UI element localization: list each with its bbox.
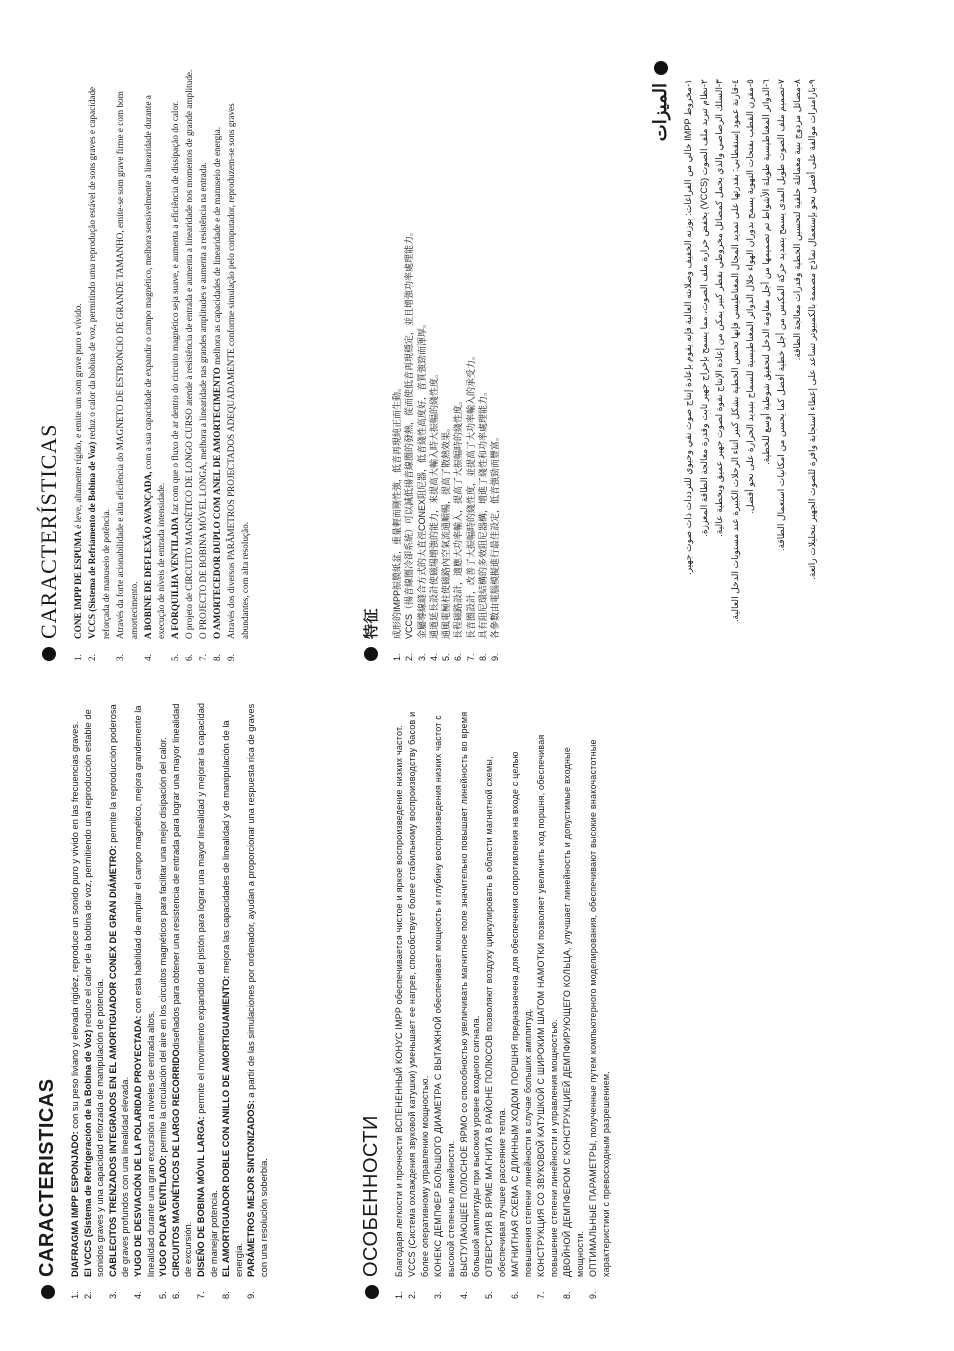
item-text: 金屬導線縫合方式的大直徑CONEX阻尼器，低音綫性高度好，音質強勁而渾厚。 <box>416 318 427 639</box>
item-number: 4. <box>132 1291 143 1299</box>
feature-item <box>132 699 157 1299</box>
item-number: 9. <box>225 654 236 661</box>
item-body: con su peso liviano y elevada rigidez, reproduce un sonido puro y vívido en las frecuencias graves. <box>70 721 80 1132</box>
item-number: ٢- <box>698 79 709 87</box>
feature-item <box>403 61 415 661</box>
feature-item <box>458 699 484 1299</box>
feature-item <box>681 61 697 661</box>
item-body: melhora as capacidades de linearidade e de manuseio de energia. <box>212 126 223 368</box>
feature-item <box>712 61 728 661</box>
item-text: 長程磁路設計，適應大功率輸入，提高了大振幅時的綫性度。 <box>453 395 464 639</box>
item-number: 5. <box>441 653 452 661</box>
item-body: con esta habilidad de ampliar el campo magnético, mejora grandemente la linealidad durante una gran excursión a niveles de entrada altos. <box>132 705 156 1277</box>
arabic-section <box>650 61 950 661</box>
feature-item <box>489 61 501 661</box>
feature-item <box>169 61 183 661</box>
item-text: تصميم ملف الصوت طويل المدى يسمح بتمديد حركة المكبس من أجل خطية أفضل كما يحسن من امكانيات استعمال الطاقة. <box>776 87 786 552</box>
item-bold: El VCCS (Sistema de Refrigeración de la Bobina de Voz) <box>82 1029 93 1277</box>
item-number: ٤- <box>729 79 740 87</box>
item-text <box>107 699 132 1277</box>
item-body: O PROJECTO DE BOBINA MÓVEL LONGA, melhora a linearidade nas grandes amplitudes e aumenta a resistência na entrada. <box>198 162 209 639</box>
russian-heading <box>360 699 383 1299</box>
item-number: 4. <box>428 653 439 661</box>
feature-item <box>114 61 142 661</box>
item-text: مخروط IMPP خالي من الفراغات: بوزنه الخفيف وصلابته العالية فإنه يقوم بإعادة إنتاج صوت نقي وحيوي للترددات ذات صوت جهير. <box>683 87 693 575</box>
item-text <box>132 699 157 1277</box>
item-number: 1. <box>70 1291 80 1299</box>
feature-item <box>197 61 211 661</box>
item-number: 2. <box>82 1291 93 1299</box>
item-number: ١- <box>683 79 693 87</box>
feature-item <box>509 699 535 1299</box>
portuguese-heading <box>36 61 62 661</box>
feature-item <box>440 61 452 661</box>
feature-item <box>728 61 744 661</box>
item-number: 8. <box>212 654 223 661</box>
feature-item <box>142 61 170 661</box>
item-body: Através da forte acionabilidade e alta eficiência do MAGNETO DE ESTRONCIO DE GRANDE TAMANHO, emite-se som grave firme e com bom amortecimento. <box>114 91 139 639</box>
feature-item <box>774 61 790 661</box>
item-number: 8. <box>221 1291 232 1299</box>
item-bold: PARÁMETROS MEJOR SINTONIZADOS: <box>246 1100 257 1277</box>
item-number: 8. <box>561 1291 572 1299</box>
item-bold: A FORQUILHA VENTILADA <box>170 517 181 639</box>
item-text: ОТВЕРСТИЯ В ЯРМЕ МАГНИТА В РАЙОНЕ ПОЛЮСОВ позволяют воздуху циркулировать в области магнитной схемы, обеспечивая лучшее рассеяние тепла. <box>484 756 508 1277</box>
bullet-icon <box>42 647 56 661</box>
item-bold: DIAFRAGMA IMPP ESPONJADO: <box>70 1131 80 1277</box>
item-text <box>197 61 211 639</box>
feature-item <box>69 699 82 1299</box>
item-text: 各參數由電腦模擬進行最佳設定，低音強勁而豐富。 <box>490 431 501 639</box>
item-number: ٩- <box>807 79 817 87</box>
item-number: 1. <box>392 653 402 661</box>
item-body: faz com que o fluxo de ar dentro do circuito magnético seja suave, e aumenta a eficiência de dissipação do calor. <box>170 101 181 518</box>
item-number: 7. <box>535 1291 546 1299</box>
item-number: 7. <box>465 653 476 661</box>
feature-item <box>72 61 86 661</box>
item-number: ٣- <box>714 79 724 87</box>
item-number: 5. <box>484 1291 495 1299</box>
item-number: 8. <box>478 653 489 661</box>
section-title: CARACTERISTICAS <box>36 1078 58 1277</box>
item-number: 7. <box>198 654 209 661</box>
item-number: 3. <box>114 654 125 661</box>
feature-item <box>432 699 458 1299</box>
item-bold: YUGO DE DESVIACIÓN DE LA POLARIDAD PROYECTADA: <box>132 1015 143 1277</box>
item-number: 2. <box>86 654 97 661</box>
feature-item <box>183 61 197 661</box>
bullet-icon <box>365 1285 379 1299</box>
item-number: 3. <box>107 1291 118 1299</box>
bullet-icon <box>654 61 668 75</box>
item-number: ٥- <box>745 79 755 87</box>
item-text: КОНЕКС ДЕМПФЕР БОЛЬШОГО ДИАМЕТРА С ВЫТАЖНОЙ обеспечивает мощность и глубину воспроизведения низких частот с высокой степенью линейности. <box>432 715 456 1277</box>
item-text: 具有阻尼環結構的多效阻尼器構，增進了綫性和功率處理能力。 <box>478 386 489 639</box>
feature-item <box>195 699 220 1299</box>
spanish-heading <box>36 699 59 1299</box>
feature-item <box>225 61 253 661</box>
feature-item <box>759 61 775 661</box>
feature-item <box>535 699 561 1299</box>
feature-item <box>245 699 270 1299</box>
item-text <box>220 699 245 1277</box>
item-text: 長音圈設計，改善了大振幅時的綫性度，並提高了大功率輸入的承受力。 <box>465 350 476 639</box>
feature-item <box>483 699 509 1299</box>
item-text <box>245 699 270 1277</box>
item-body: Através dos diversos PARÂMETROS PROJECTADOS ADEQUADAMENTE conforme simulação pelo computador, reproduzem-se sons graves abundantes, com alta resolução. <box>225 103 250 639</box>
item-text <box>170 699 195 1277</box>
feature-item <box>220 699 245 1299</box>
section-title: الميزات <box>650 83 670 142</box>
section-title: 特征 <box>363 607 380 639</box>
item-text: ОПТИМАЛЬНЫЕ ПАРАМЕТРЫ, полученные путем компьютерного моделирования, обеспечивают высокие внакочастотные характеристики с превосходным разрешением. <box>587 739 611 1277</box>
item-text: السلك الرصاصي والذي يحمل كمضائل مخروطي بقطر كبير يمكن من إعادة الإنتاج بقوة لصوت جهير عميق وبخطية عالية. <box>714 87 724 537</box>
item-number: ٦- <box>760 79 771 87</box>
item-text <box>82 699 107 1277</box>
item-text <box>183 61 197 639</box>
feature-item <box>107 699 132 1299</box>
item-number: 6. <box>510 1291 521 1299</box>
feature-list <box>391 61 502 661</box>
item-number: 2. <box>404 653 415 661</box>
item-text: 通過延長設計使磁場增強的能力，來提高大輸入時大振幅的綫性度。 <box>428 368 439 639</box>
item-text: Благодаря легкости и прочности ВСПЕНЕННЫЙ КОНУС IMPP обеспечивается чистое и яркое воспроизведение низких частот. <box>394 725 404 1277</box>
item-number: 1. <box>73 654 83 661</box>
item-text <box>225 61 253 639</box>
item-number: 2. <box>406 1291 417 1299</box>
feature-item <box>743 61 759 661</box>
feature-list <box>69 699 271 1299</box>
item-body: a partir de las simulaciones por ordenador, ayudan a proporcionar una respuesta rica de graves con una resolución soberbia. <box>246 703 269 1277</box>
item-number: 9. <box>246 1291 257 1299</box>
item-text: قارنة عمود إستقطابي: بقدرتها على تمديد المجال المغناطيسي فإنها تحسن الخطية بشكل كبير أثناء الرحلات الكبيرة عند مستويات الدخل العالية. <box>729 87 740 622</box>
item-text: МАГНИТНАЯ СХЕМА С ДЛИННЫМ ХОДОМ ПОРШНЯ предназначена для обеспечения сопротивления на входе с целью повышения степени линейности в случае больших амплитуд. <box>510 751 534 1277</box>
item-number: 6. <box>170 1291 181 1299</box>
item-text: ВЫСТУПАЮЩЕЕ ПОЛОСНОЕ ЯРМО со способностью увеличивать магнитное поле значительно повышает линейность во время большой амплитуды при высоком уровне входного сигнала. <box>458 711 482 1277</box>
item-number: 6. <box>184 654 195 661</box>
feature-item <box>452 61 464 661</box>
item-body: permite la reproducción poderosa de graves profundos con una linealidad elevada. <box>107 704 131 1277</box>
item-body: mejora las capacidades de linealidad y de manipulación de la energía. <box>221 720 244 1277</box>
item-text: КОНСТРУКЦИЯ СО ЗВУКОВОЙ КАТУШКОЙ С ШИРОКИМ ШАГОМ НАМОТКИ позволяет увеличить ход поршня, обеспечивая повышение степени линейности и управления мощностью. <box>535 734 559 1277</box>
item-text <box>157 699 170 1277</box>
chinese-section <box>360 61 660 661</box>
item-number: 3. <box>416 653 427 661</box>
feature-item <box>805 61 821 661</box>
item-text: VCCS（揚音線圈冷卻系統）可以減低揚音線圈的發熱，從而使低音再現穩定，並且增強功率處理能力。 <box>404 226 415 639</box>
item-body: O projeto de CIRCUITO MAGNÉTICO DE LONGO CURSO atende à resistência de entrada e aumenta a linearidade nos momentos de grande amplitude. <box>184 69 195 639</box>
item-number: 5. <box>170 654 181 661</box>
chinese-heading <box>360 61 381 661</box>
item-body: diseñados para obtener una resistencia de entrada para lograr una mayor linealidad de excursión. <box>170 703 194 1277</box>
feature-list <box>393 699 612 1299</box>
item-text <box>72 61 86 639</box>
feature-item <box>86 61 114 661</box>
item-text <box>169 61 183 639</box>
feature-item <box>170 699 195 1299</box>
feature-item <box>465 61 477 661</box>
item-text: 成形的IMPP振膜紙盆，重量輕而剛性強，低音再現純正而生動。 <box>392 382 402 639</box>
item-number: 3. <box>432 1291 443 1299</box>
feature-item <box>157 699 170 1299</box>
item-number: 1. <box>394 1291 404 1299</box>
feature-item <box>561 699 587 1299</box>
russian-section <box>360 699 920 1299</box>
item-number: 6. <box>453 653 464 661</box>
feature-item <box>393 699 406 1299</box>
item-bold: A BOBINE DE DEFLEXÃO AVANÇADA, <box>142 471 153 639</box>
feature-item <box>587 699 613 1299</box>
feature-item <box>428 61 440 661</box>
item-text: بارامترات موالفة على أفضل نحو بإستعمال نماذج مصممة بالكمبيوتر تساعد على إعطاء استجابة وافرة للصوت الجهير بتحليلات رائعة. <box>807 87 817 580</box>
item-bold: CONE IMPP DE ESPUMA <box>73 531 83 639</box>
feature-item <box>416 61 428 661</box>
feature-item <box>391 61 403 661</box>
item-bold: CABLECITOS TRENZADOS INTEGRADOS EN EL AMORTIGUADOR CONEX DE GRAN DIÁMETRO: <box>107 845 118 1277</box>
item-text: 通風電極柱使磁路內空氣流通順暢，提高了散熱效果。 <box>441 422 452 639</box>
item-text: مقرن القطب بفتحات التهوية يسمح بدوران الهواء خلال الدوائر المغناطيسية للسماح بتبديد الحرارة على نحو أفضل. <box>745 87 755 514</box>
item-text <box>69 699 82 1277</box>
feature-item <box>790 61 806 661</box>
item-bold: EL AMORTIGUADOR DOBLE CON ANILLO DE AMORTIGUAMIENTO: <box>221 975 232 1277</box>
item-text: VCCS (Система охлаждения звуковой катушки) уменьшает ее нагрев, способствует более стабильному воспроизводству басов и более оперативному управлению мощностью. <box>406 711 430 1277</box>
bullet-icon <box>364 647 378 661</box>
item-body: permite el movimiento expandido del pistón para lograr una mayor linealidad y mejorar la capacidad de manejar potencia. <box>195 702 219 1277</box>
item-text <box>114 61 142 639</box>
item-text: مضائل مزدوج بنية معماثلة حلقية لتحسين الخطية وقدرات معالجة الطاقة. <box>791 87 802 361</box>
item-text: الدوائر المغناطيسية طويلة الأشواط تم تصميمها من أجل مقاومة الدخل لتحقيق شوطية أوسع للخطية. <box>760 87 771 465</box>
item-number: 9. <box>490 653 501 661</box>
item-bold: YUGO POLAR VENTILADO: <box>158 1155 169 1277</box>
item-number: ٨- <box>791 79 802 87</box>
feature-list <box>681 61 821 661</box>
item-number: 5. <box>158 1291 169 1299</box>
section-title: ОСОБЕННОСТИ <box>360 1115 382 1277</box>
bullet-icon <box>41 1285 55 1299</box>
item-body: reduz o calor da bobina de voz, permitindo uma reprodução estável de sons graves e capacidade reforçada de manuseio de potência. <box>86 86 111 639</box>
item-body: reduce el calor de la bobina de voz, permitiendo una reproducción estable de sonidos graves y una capacidad reforzada de manipulación de potencia. <box>82 709 106 1277</box>
item-text <box>195 699 220 1277</box>
item-number: 9. <box>587 1291 598 1299</box>
item-text: نظام تبريد ملف الصوت (VCCS) يخفض حرارة ملف الصوت، مما يسمح بإخراج جهير ثابت وقدرة معالجة الطاقة المعززة. <box>698 87 709 537</box>
item-number: 7. <box>195 1291 206 1299</box>
feature-item <box>82 699 107 1299</box>
item-bold: DISEÑO DE BOBINA MÓVIL LARGA: <box>195 1116 206 1277</box>
item-number: 4. <box>458 1291 469 1299</box>
item-text <box>142 61 170 639</box>
item-bold: O AMORTECEDOR DUPLO COM ANEL DE AMORTECIMENTO <box>212 367 223 639</box>
item-text <box>86 61 114 639</box>
feature-list <box>72 61 253 661</box>
item-number: 4. <box>142 654 153 661</box>
item-text: ДВОЙНОЙ ДЕМПФЕРОМ С КОНСТРУКЦИЕЙ ДЕМПФИРУЮЩЕГО КОЛЬЦА, улучшает линейность и допустимые входные мощности. <box>561 746 585 1277</box>
feature-item <box>211 61 225 661</box>
item-body: permite la circulación del aire en los circuitos magnéticos para facilitar una mejor disipación del calor. <box>158 737 169 1156</box>
feature-item <box>406 699 432 1299</box>
item-bold: CIRCUITOS MAGNÉTICOS DE LARGO RECORRIDO <box>170 1049 181 1277</box>
arabic-heading <box>650 61 671 661</box>
item-bold: VCCS (Sistema de Refriamento de Bobina de Voz) <box>86 441 97 639</box>
feature-item <box>697 61 713 661</box>
item-text <box>211 61 225 639</box>
item-body: com a sua capacidade de expandir o campo magnético, melhora sensivelmente a linearidade durante a execução de níveis de entrada intensidade. <box>142 95 167 639</box>
item-body: é leve, altamente rígido, e emite um som grave puro e vívido. <box>73 303 83 532</box>
item-number: ٧- <box>776 79 786 87</box>
feature-item <box>477 61 489 661</box>
section-title: CARACTERÍSTICAS <box>36 423 61 639</box>
